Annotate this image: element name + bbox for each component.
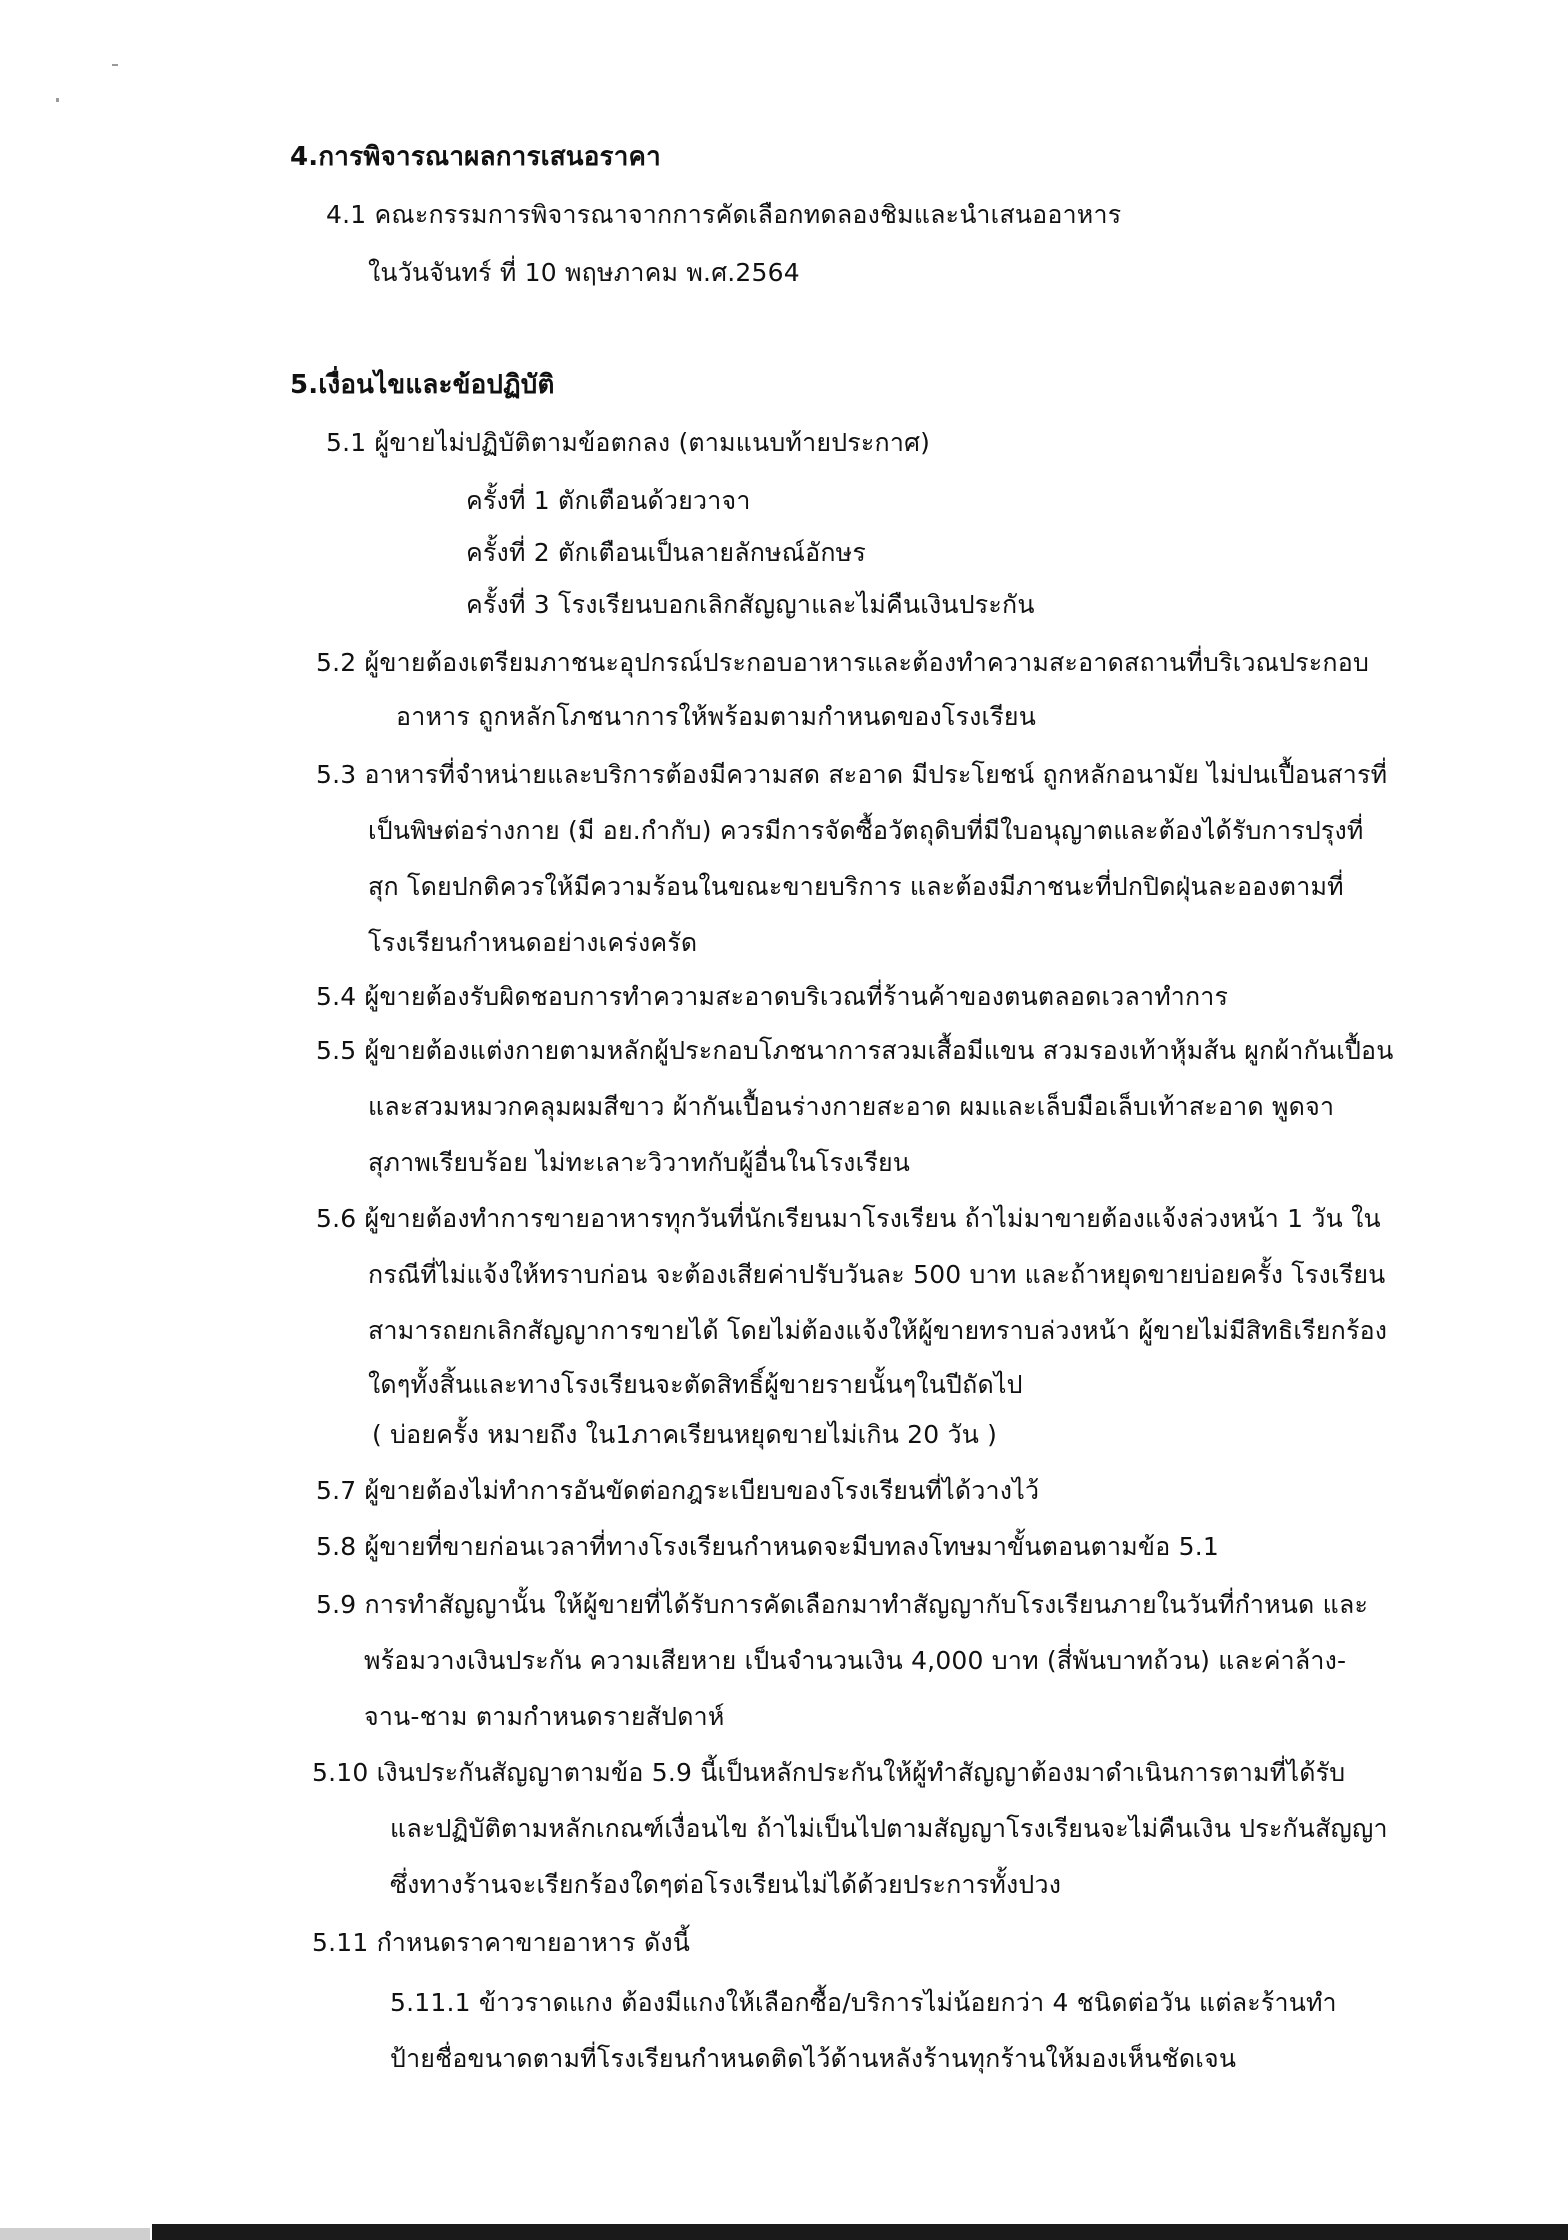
clause-5-6-line-1: 5.6 ผู้ขายต้องทำการขายอาหารทุกวันที่นักเรียนมาโรงเรียน ถ้าไม่มาขายต้องแจ้งล่วงหน้า 1 วัน ใน bbox=[316, 1204, 1381, 1233]
clause-5-1-item-3: ครั้งที่ 3 โรงเรียนบอกเลิกสัญญาและไม่คืนเงินประกัน bbox=[466, 590, 1035, 619]
clause-5-1-item-2: ครั้งที่ 2 ตักเตือนเป็นลายลักษณ์อักษร bbox=[466, 538, 866, 567]
clause-5-10-line-1: 5.10 เงินประกันสัญญาตามข้อ 5.9 นี้เป็นหลักประกันให้ผู้ทำสัญญาต้องมาดำเนินการตามที่ได้รับ bbox=[312, 1758, 1346, 1787]
scan-edge-bar bbox=[152, 2224, 1568, 2240]
clause-5-9-line-1: 5.9 การทำสัญญานั้น ให้ผู้ขายที่ได้รับการคัดเลือกมาทำสัญญากับโรงเรียนภายในวันที่กำหนด และ bbox=[316, 1590, 1369, 1619]
clause-5-5-line-3: สุภาพเรียบร้อย ไม่ทะเลาะวิวาทกับผู้อื่นในโรงเรียน bbox=[368, 1148, 911, 1177]
scan-speck bbox=[112, 64, 118, 66]
clause-5-1: 5.1 ผู้ขายไม่ปฏิบัติตามข้อตกลง (ตามแนบท้ายประกาศ) bbox=[326, 428, 931, 457]
clause-5-6-line-3: สามารถยกเลิกสัญญาการขายได้ โดยไม่ต้องแจ้งให้ผู้ขายทราบล่วงหน้า ผู้ขายไม่มีสิทธิเรียกร้อง bbox=[368, 1316, 1388, 1345]
clause-4-1-line-2: ในวันจันทร์ ที่ 10 พฤษภาคม พ.ศ.2564 bbox=[368, 258, 800, 287]
clause-5-3-line-4: โรงเรียนกำหนดอย่างเคร่งครัด bbox=[368, 928, 698, 957]
clause-5-7: 5.7 ผู้ขายต้องไม่ทำการอันขัดต่อกฎระเบียบของโรงเรียนที่ได้วางไว้ bbox=[316, 1476, 1040, 1505]
clause-5-10-line-2: และปฏิบัติตามหลักเกณฑ์เงื่อนไข ถ้าไม่เป็นไปตามสัญญาโรงเรียนจะไม่คืนเงิน ประกันสัญญา bbox=[390, 1814, 1388, 1843]
clause-5-6-line-4: ใดๆทั้งสิ้นและทางโรงเรียนจะตัดสิทธิ์ผู้ขายรายนั้นๆในปีถัดไป bbox=[368, 1370, 1023, 1399]
clause-5-6-line-2: กรณีที่ไม่แจ้งให้ทราบก่อน จะต้องเสียค่าปรับวันละ 500 บาท และถ้าหยุดขายบ่อยครั้ง โรงเรียน bbox=[368, 1260, 1386, 1289]
clause-5-6-note: ( บ่อยครั้ง หมายถึง ใน1ภาคเรียนหยุดขายไม่เกิน 20 วัน ) bbox=[372, 1420, 998, 1449]
section-4-heading: 4.การพิจารณาผลการเสนอราคา bbox=[290, 142, 661, 172]
clause-5-3-line-3: สุก โดยปกติควรให้มีความร้อนในขณะขายบริการ และต้องมีภาชนะที่ปกปิดฝุ่นละอองตามที่ bbox=[368, 872, 1344, 901]
scan-edge-shadow bbox=[0, 2228, 150, 2240]
clause-5-11-1-line-1: 5.11.1 ข้าวราดแกง ต้องมีแกงให้เลือกซื้อ/บริการไม่น้อยกว่า 4 ชนิดต่อวัน แต่ละร้านทำ bbox=[390, 1988, 1337, 2017]
clause-5-3-line-1: 5.3 อาหารที่จำหน่ายและบริการต้องมีความสด สะอาด มีประโยชน์ ถูกหลักอนามัย ไม่ปนเปื้อนสารที่ bbox=[316, 760, 1388, 789]
clause-5-11-1-line-2: ป้ายชื่อขนาดตามที่โรงเรียนกำหนดติดไว้ด้านหลังร้านทุกร้านให้มองเห็นชัดเจน bbox=[390, 2044, 1237, 2073]
section-5-heading: 5.เงื่อนไขและข้อปฏิบัติ bbox=[290, 370, 555, 400]
clause-5-5-line-2: และสวมหมวกคลุมผมสีขาว ผ้ากันเปื้อนร่างกายสะอาด ผมและเล็บมือเล็บเท้าสะอาด พูดจา bbox=[368, 1092, 1335, 1121]
clause-5-4: 5.4 ผู้ขายต้องรับผิดชอบการทำความสะอาดบริเวณที่ร้านค้าของตนตลอดเวลาทำการ bbox=[316, 982, 1229, 1011]
clause-5-9-line-3: จาน-ชาม ตามกำหนดรายสัปดาห์ bbox=[364, 1702, 725, 1731]
clause-5-5-line-1: 5.5 ผู้ขายต้องแต่งกายตามหลักผู้ประกอบโภชนาการสวมเสื้อมีแขน สวมรองเท้าหุ้มส้น ผูกผ้ากันเปื้อน bbox=[316, 1036, 1394, 1065]
clause-5-10-line-3: ซึ่งทางร้านจะเรียกร้องใดๆต่อโรงเรียนไม่ได้ด้วยประการทั้งปวง bbox=[390, 1870, 1062, 1899]
clause-4-1-line-1: 4.1 คณะกรรมการพิจารณาจากการคัดเลือกทดลองชิมและนำเสนออาหาร bbox=[326, 200, 1122, 229]
clause-5-3-line-2: เป็นพิษต่อร่างกาย (มี อย.กำกับ) ควรมีการจัดซื้อวัตถุดิบที่มีใบอนุญาตและต้องได้รับการปรุงที่ bbox=[368, 816, 1364, 845]
clause-5-2-line-1: 5.2 ผู้ขายต้องเตรียมภาชนะอุปกรณ์ประกอบอาหารและต้องทำความสะอาดสถานที่บริเวณประกอบ bbox=[316, 648, 1370, 677]
scan-speck bbox=[56, 98, 59, 102]
clause-5-11: 5.11 กำหนดราคาขายอาหาร ดังนี้ bbox=[312, 1928, 691, 1957]
clause-5-9-line-2: พร้อมวางเงินประกัน ความเสียหาย เป็นจำนวนเงิน 4,000 บาท (สี่พันบาทถ้วน) และค่าล้าง- bbox=[364, 1646, 1347, 1675]
clause-5-8: 5.8 ผู้ขายที่ขายก่อนเวลาที่ทางโรงเรียนกำหนดจะมีบทลงโทษมาขั้นตอนตามข้อ 5.1 bbox=[316, 1532, 1219, 1561]
clause-5-1-item-1: ครั้งที่ 1 ตักเตือนด้วยวาจา bbox=[466, 486, 751, 515]
clause-5-2-line-2: อาหาร ถูกหลักโภชนาการให้พร้อมตามกำหนดของโรงเรียน bbox=[396, 702, 1037, 731]
